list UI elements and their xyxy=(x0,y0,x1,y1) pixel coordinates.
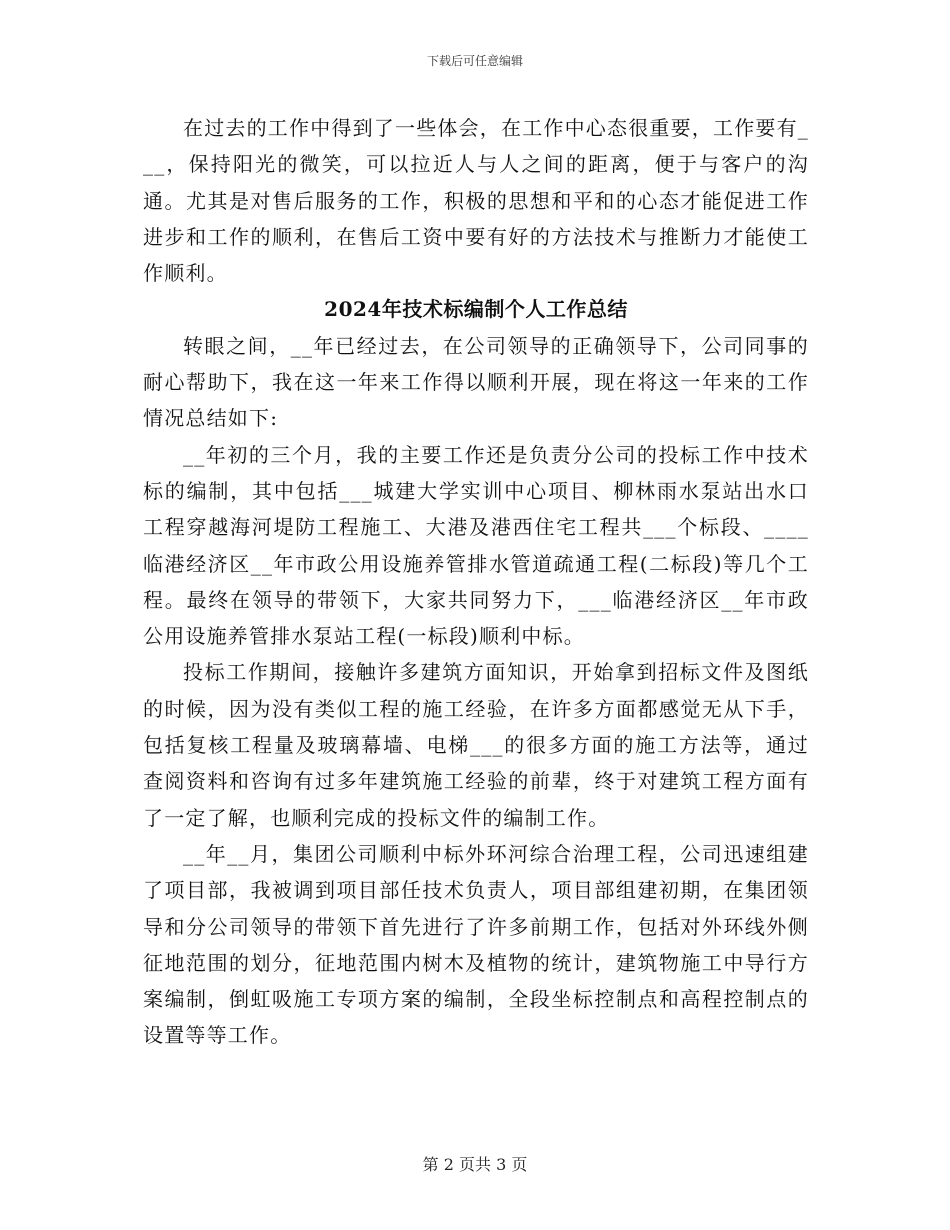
page-footer: 第 2 页共 3 页 xyxy=(422,1155,528,1174)
paragraph-bidding-projects: __年初的三个月，我的主要工作还是负责分公司的投标工作中技术标的编制，其中包括___城建大学实训中心项目、柳林雨水泵站出水口工程穿越海河堤防工程施工、大港及港西住宅工程共___个标段、____临港经济区__年市政公用设施养管排水管道疏通工程(二标段)等几个工程。最终在领导的带领下，大家共同努力下，___临港经济区__年市政公用设施养管排水泵站工程(一标段)顺利中标。 xyxy=(143,442,809,649)
document-body xyxy=(143,110,809,1054)
paragraph-project-department: __年__月，集团公司顺利中标外环河综合治理工程，公司迅速组建了项目部，我被调到项目部任技术负责人，项目部组建初期，在集团领导和分公司领导的带领下首先进行了许多前期工作，包括对外环线外侧征地范围的划分，征地范围内树木及植物的统计，建筑物施工中导行方案编制，倒虹吸施工专项方案的编制，全段坐标控制点和高程控制点的设置等等工作。 xyxy=(143,841,809,1048)
paragraph-bidding-experience: 投标工作期间，接触许多建筑方面知识，开始拿到招标文件及图纸的时候，因为没有类似工程的施工经验，在许多方面都感觉无从下手，包括复核工程量及玻璃幕墙、电梯___的很多方面的施工方法等，通过查阅资料和咨询有过多年建筑施工经验的前辈，终于对建筑工程方面有了一定了解，也顺利完成的投标文件的编制工作。 xyxy=(143,660,809,830)
paragraph-opening: 转眼之间，__年已经过去，在公司领导的正确领导下，公司同事的耐心帮助下，我在这一年来工作得以顺利开展，现在将这一年来的工作情况总结如下: xyxy=(143,333,809,431)
intro-paragraph: 在过去的工作中得到了一些体会，在工作中心态很重要，工作要有___，保持阳光的微笑，可以拉近人与人之间的距离，便于与客户的沟通。尤其是对售后服务的工作，积极的思想和平和的心态才能促进工作进步和工作的顺利，在售后工资中要有好的方法技术与推断力才能使工作顺利。 xyxy=(143,116,809,286)
page-header: 下载后可任意编辑 xyxy=(426,54,523,68)
document-title: 2024年技术标编制个人工作总结 xyxy=(324,297,628,322)
